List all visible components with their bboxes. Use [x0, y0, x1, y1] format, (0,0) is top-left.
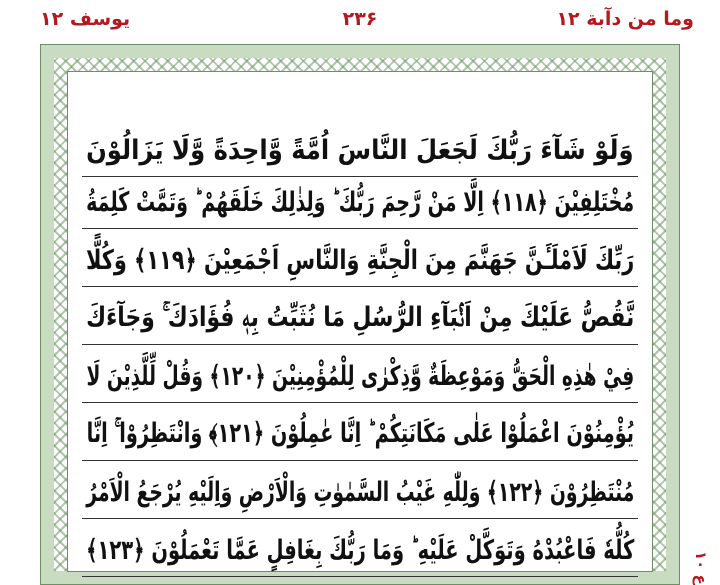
verse-line-text: نَّقُصُّ عَلَيْكَ مِنْ اَنْۢبَآءِ الرُّسُلِ مَا نُثَبِّتُ بِهٖ فُؤَادَكَ ۚ وَجَآءَكَ: [85, 302, 635, 333]
verse-line: [82, 176, 638, 229]
decorative-border: [40, 44, 680, 585]
verse-line-text: فِيْ هٰذِهِ الْحَقُّ وَمَوْعِظَةٌ وَّذِكْرٰى لِلْمُؤْمِنِيْنَ ﴿۱۲۰﴾ وَقُلْ لِّلَّذِيْنَ لَا: [86, 360, 634, 392]
verse-line-text: رَبِّكَ لَاَمْلَـَٔنَّ جَهَنَّمَ مِنَ الْجِنَّةِ وَالنَّاسِ اَجْمَعِيْنَ ﴿۱۱۹﴾ وَكُلًّا: [85, 244, 635, 276]
verse-line: [82, 292, 638, 345]
verse-line: [82, 234, 638, 287]
verse-line-text: كُلُّهٗ فَاعْبُدْهُ وَتَوَكَّلْ عَلَيْهِ ؕ وَمَا رَبُّكَ بِغَافِلٍ عَمَّا تَعْمَلُوْنَ ﴿۱۲۳﴾: [85, 534, 635, 566]
verse-line: [82, 466, 638, 519]
verse-line-text: مُنْتَظِرُوْنَ ﴿۱۲۲﴾ وَلِلّٰهِ غَيْبُ السَّمٰوٰتِ وَالْاَرْضِ وَاِلَيْهِ يُرْجَعُ الْاَمْرُ: [85, 476, 635, 508]
verse-line-text: مُخْتَلِفِيْنَ ﴿۱۱۸﴾ اِلَّا مَنْ رَّحِمَ رَبُّكَ ؕ وَلِذٰلِكَ خَلَقَهُمْ ؕ وَتَمَّتْ كَلِمَةُ: [85, 186, 635, 218]
verse-line: [82, 524, 638, 577]
verse-line-text: يُؤْمِنُوْنَ اعْمَلُوْا عَلٰى مَكَانَتِكُمْ ؕ اِنَّا عٰمِلُوْنَ ﴿۱۲۱﴾ وَانْتَظِرُوْا ۚ اِنَّا: [86, 418, 634, 449]
page-number: ۲۳۶: [342, 8, 378, 30]
ruku-marker: ع ۱۰: [692, 551, 710, 585]
verse-line: [82, 350, 638, 403]
text-panel: [68, 72, 652, 571]
verse-line: [82, 124, 638, 177]
surah-name-header: يوسف ۱۲: [40, 8, 131, 30]
verse-line: [82, 408, 638, 461]
verse-line-text: وَلَوْ شَآءَ رَبُّكَ لَجَعَلَ النَّاسَ اُمَّةً وَّاحِدَةً وَّلَا يَزَالُوْنَ: [86, 134, 634, 166]
para-name-header: وما من دآبة ۱۲: [556, 8, 694, 30]
